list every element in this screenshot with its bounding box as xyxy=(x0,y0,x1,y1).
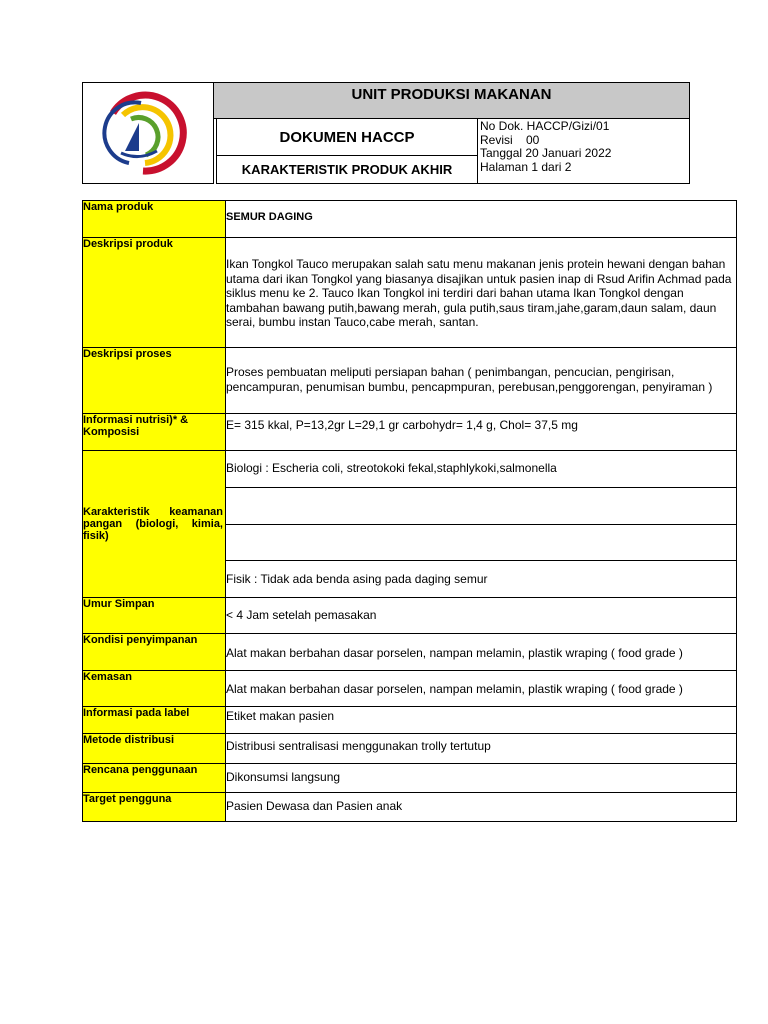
distribution-method-text: Distribusi sentralisasi menggunakan trolly tertutup xyxy=(226,739,491,753)
doc-page: Halaman 1 dari 2 xyxy=(480,159,572,174)
row-label: Nama produk xyxy=(83,201,226,238)
packaging-text: Alat makan berbahan dasar porselen, nampan melamin, plastik wraping ( food grade ) xyxy=(226,682,683,696)
label-info-text: Etiket makan pasien xyxy=(226,709,335,723)
row-label: Kondisi penyimpanan xyxy=(83,634,226,671)
unit-title xyxy=(213,82,690,119)
row-label: Rencana penggunaan xyxy=(83,764,226,793)
doc-meta xyxy=(477,118,690,184)
safety-physical xyxy=(226,561,737,598)
safety-other xyxy=(226,525,737,561)
row-label: Kemasan xyxy=(83,671,226,707)
table-row xyxy=(83,707,737,734)
process-description-text: Proses pembuatan meliputi persiapan bahan ( penimbangan, pencucian, pengirisan, pencampuran, penumisan bumbu, pencapmpuran, perebusan,penggorengan, penyiraman ) xyxy=(226,365,713,394)
row-label: Informasi nutrisi)* & Komposisi xyxy=(83,414,226,451)
product-name xyxy=(226,201,737,238)
process-description xyxy=(226,348,737,414)
shelf-life xyxy=(226,598,737,634)
unit-title-text: UNIT PRODUKSI MAKANAN xyxy=(351,86,552,103)
safety-chemical xyxy=(226,488,737,525)
shelf-life-text: < 4 Jam setelah pemasakan xyxy=(226,608,377,622)
doc-date: Tanggal 20 Januari 2022 xyxy=(480,146,612,160)
table-row xyxy=(83,201,737,238)
target-users xyxy=(226,793,737,822)
row-label: Target pengguna xyxy=(83,793,226,822)
doc-title xyxy=(216,118,478,156)
product-characteristics-table xyxy=(82,200,737,822)
row-label: Metode distribusi xyxy=(83,734,226,764)
storage-condition-text: Alat makan berbahan dasar porselen, nampan melamin, plastik wraping ( food grade ) xyxy=(226,646,683,660)
table-row xyxy=(83,734,737,764)
safety-label-cell xyxy=(83,451,226,598)
row-label: Deskripsi produk xyxy=(83,238,226,348)
table-row xyxy=(83,451,737,488)
table-row xyxy=(83,634,737,671)
safety-physical-text: Fisik : Tidak ada benda asing pada daging semur xyxy=(226,572,488,586)
hospital-logo-icon xyxy=(83,83,213,183)
target-users-text: Pasien Dewasa dan Pasien anak xyxy=(226,799,403,813)
safety-biology xyxy=(226,451,737,488)
storage-condition xyxy=(226,634,737,671)
logo-box xyxy=(82,82,214,184)
row-label: Informasi pada label xyxy=(83,707,226,734)
doc-number: No Dok. HACCP/Gizi/01 xyxy=(480,119,610,133)
safety-biology-text: Biologi : Escheria coli, streotokoki fekal,staphlykoki,salmonella xyxy=(226,461,557,475)
table-row xyxy=(83,238,737,348)
doc-subtitle xyxy=(216,155,478,184)
row-label: Karakteristik keamanan pangan (biologi, kimia, fisik) xyxy=(83,506,223,542)
doc-revision: Revisi 00 xyxy=(480,132,540,147)
row-label: Deskripsi proses xyxy=(83,348,226,414)
table-row xyxy=(83,671,737,707)
nutrition-info-text: E= 315 kkal, P=13,2gr L=29,1 gr carbohydr= 1,4 g, Chol= 37,5 mg xyxy=(226,418,578,432)
intended-use xyxy=(226,764,737,793)
row-label: Umur Simpan xyxy=(83,598,226,634)
packaging xyxy=(226,671,737,707)
label-info xyxy=(226,707,737,734)
table-row xyxy=(83,598,737,634)
distribution-method xyxy=(226,734,737,764)
nutrition-info xyxy=(226,414,737,451)
table-row xyxy=(83,348,737,414)
table-row xyxy=(83,414,737,451)
doc-title-text: DOKUMEN HACCP xyxy=(279,128,415,146)
intended-use-text: Dikonsumsi langsung xyxy=(226,770,341,784)
product-description xyxy=(226,238,737,348)
product-description-text: Ikan Tongkol Tauco merupakan salah satu menu makanan jenis protein hewani dengan bahan utama dari ikan Tongkol yang biasanya disajikan untuk pasien inap di Rsud Arifin Achmad pada siklus menu ke 2. Tauco Ikan Tongkol ini terdiri dari bahan utama Ikan Tongkol dengan tambahan bawang putih,bawang merah, gula putih,saus tiram,jahe,garam,daun salam, daun serai, bumbu instan Tauco,cabe merah, santan. xyxy=(226,257,732,329)
table-row xyxy=(83,764,737,793)
table-row xyxy=(83,793,737,822)
product-name-text: SEMUR DAGING xyxy=(226,211,313,223)
doc-subtitle-text: KARAKTERISTIK PRODUK AKHIR xyxy=(241,162,453,177)
